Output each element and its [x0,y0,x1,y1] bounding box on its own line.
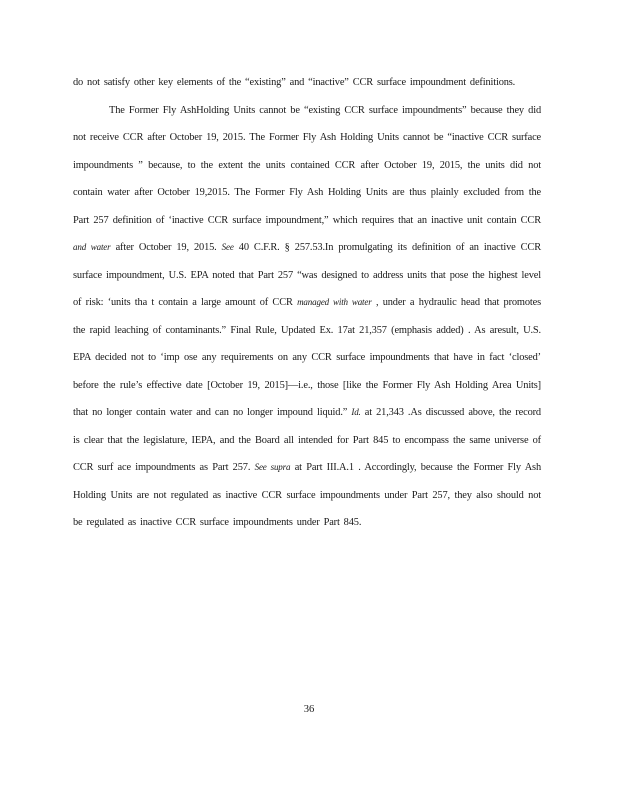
text-run: at 21,343 .As discussed above, the record is clear that the legislature, IEPA, and the Board all intended for Part 845 to encompass the same universe of CCR surf ace impoundments as Part 257. [73,407,541,473]
text-run: 40 C.F.R. § 257.53.In promulgating its definition of an inactive CCR surface impoundment, U.S. EPA noted that Part 257 “was designed to address units that pose the highest level of risk: ‘units tha t contain a large amount of CCR [73,242,541,308]
body-text [73,69,541,537]
paragraph-2 [73,97,541,537]
citation-signal: See supra [254,462,291,472]
text-run: after October 19, 2015. [110,242,222,253]
page-number: 36 [303,704,315,715]
citation-signal: See [221,242,234,252]
paragraph-1 [73,69,541,97]
text-run: , under a hydraulic head that promotes the rapid leaching of contaminants.” Final Rule, Updated Ex. 17at 21,357 (emphasis added) . As aresult, U.S. EPA decided not to ‘imp ose any requirements on any CCR surface impoundments that have in fact ‘closed’ before the rule’s effective date [October 19, 2015]—i.e., those [like the Former Fly Ash Holding Area Units] that no longer contain water and can no longer impound liquid.” [73,297,541,418]
text-run: at Part III.A.1 . Accordingly, because the Former Fly Ash Holding Units are not regulated as inactive CCR surface impoundments under Part 257, they also should not be regulated as inactive CCR surface impoundments under Part 845. [73,462,541,528]
text-run: The Former Fly AshHolding Units cannot be “existing CCR surface impoundments” because they did not receive CCR after October 19, 2015. The Former Fly Ash Holding Units cannot be “inactive CCR surface impoundments ” because, to the extent the units contained CCR after October 19, 2015, the units did not contain water after October 19,2015. The Former Fly Ash Holding Units are thus plainly excluded from the Part 257 definition of ‘inactive CCR surface impoundment,” which requires that an inactive unit contain CCR [73,104,541,226]
italic-text-run: managed with water [297,297,372,307]
citation-signal: Id. [351,407,361,417]
text-run: do not satisfy other key elements of the “existing” and “inactive” CCR surface impoundment definitions. [73,77,516,88]
italic-text-run: and water [73,242,111,252]
